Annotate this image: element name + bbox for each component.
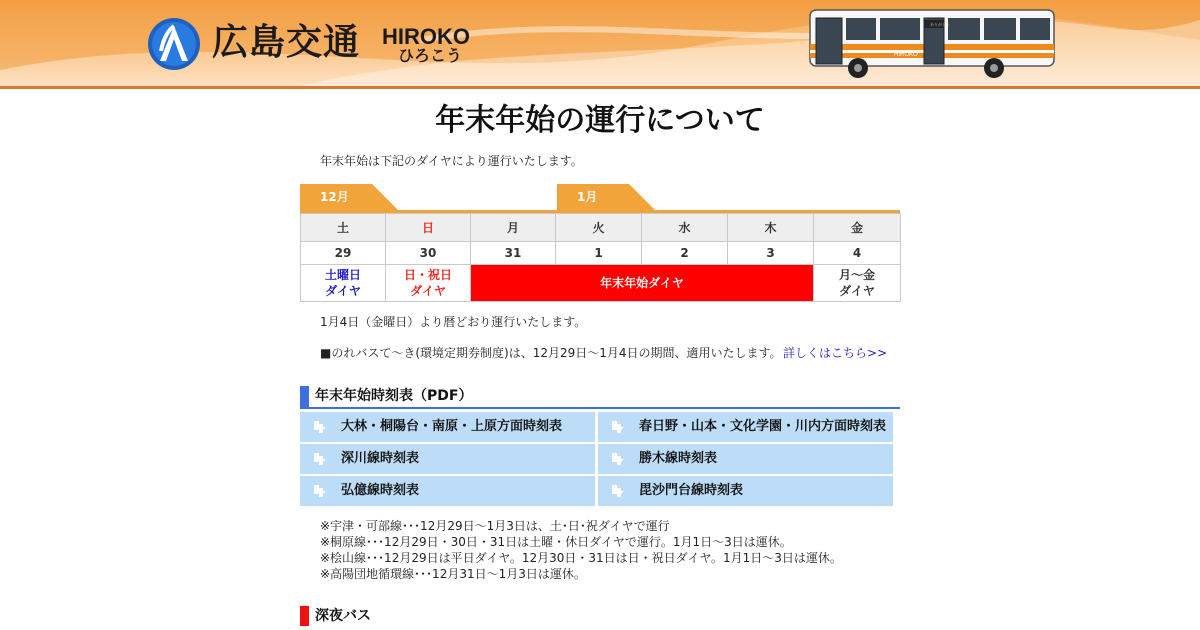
year-end-diagram-cell: 年末年始ダイヤ xyxy=(471,265,814,302)
timetable-button[interactable] xyxy=(300,476,595,506)
hiroko-logo-icon[interactable] xyxy=(147,17,201,71)
weekday-cell: 日 xyxy=(386,214,471,242)
night-bus-heading xyxy=(300,606,900,627)
date-cell: 29 xyxy=(301,242,386,265)
month-tab-label: 1月 xyxy=(577,190,598,204)
arrow-right-icon xyxy=(314,421,326,433)
brand-name-english: HIROKO xyxy=(382,24,470,49)
diagram-label: ダイヤ xyxy=(839,284,875,298)
remark-line: ※桐原線･･･12月29日・30日・31日は土曜・休日ダイヤで運行。1月1日～3日は運休。 xyxy=(320,535,792,549)
svg-text:HIROKO: HIROKO xyxy=(894,52,918,58)
weekday-cell: 水 xyxy=(642,214,728,242)
page-title: 年末年始の運行について xyxy=(435,103,765,138)
sunday-diagram-cell xyxy=(386,265,471,302)
diagram-label: ダイヤ xyxy=(410,284,446,298)
weekday-diagram-cell xyxy=(814,265,901,302)
weekday-row xyxy=(301,214,901,242)
diagram-label: ダイヤ xyxy=(325,284,361,298)
remark-line: ※高陽団地循環線･･･12月31日～1月3日は運休。 xyxy=(320,567,586,581)
month-tab-label: 12月 xyxy=(320,190,349,204)
timetable-button[interactable] xyxy=(300,444,595,474)
date-cell: 1 xyxy=(556,242,642,265)
arrow-right-icon xyxy=(612,485,624,497)
date-cell: 30 xyxy=(386,242,471,265)
saturday-diagram-cell xyxy=(301,265,386,302)
diagram-label: 月～金 xyxy=(838,268,875,282)
arrow-right-icon xyxy=(314,485,326,497)
date-row xyxy=(301,242,901,265)
timetable-button[interactable] xyxy=(598,476,893,506)
timetable-button-label: 春日野・山本・文化学園・川内方面時刻表 xyxy=(639,419,887,434)
holiday-calendar-table xyxy=(300,213,901,302)
timetable-button[interactable] xyxy=(300,412,595,442)
weekday-cell: 木 xyxy=(728,214,814,242)
remark-line: ※宇津・可部線･･･12月29日～1月3日は、土･日･祝ダイヤで運行 xyxy=(320,519,670,533)
timetable-button-label: 弘億線時刻表 xyxy=(341,483,420,498)
date-cell: 4 xyxy=(814,242,901,265)
diagram-row xyxy=(301,265,901,302)
arrow-right-icon xyxy=(314,453,326,465)
remark-line: ※桧山線･･･12月29日は平日ダイヤ。12月30日・31日は日・祝日ダイヤ。1月1日～3日は運休。 xyxy=(320,551,842,565)
diagram-label: 土曜日 xyxy=(324,268,361,282)
date-cell: 3 xyxy=(728,242,814,265)
timetable-button-label: 勝木線時刻表 xyxy=(639,451,718,466)
arrow-right-icon xyxy=(612,453,624,465)
weekday-cell: 土 xyxy=(301,214,386,242)
heading-bar xyxy=(300,606,309,626)
bus-illustration xyxy=(806,6,1058,80)
heading-label: 年末年始時刻表（PDF） xyxy=(315,388,473,404)
regular-service-note: 1月4日（金曜日）より暦どおり運行いたします。 xyxy=(320,315,587,329)
diagram-label: 日・祝日 xyxy=(403,268,452,282)
timetable-button-label: 深川線時刻表 xyxy=(341,451,420,466)
intro-text: 年末年始は下記のダイヤにより運行いたします。 xyxy=(320,154,583,168)
timetable-button[interactable] xyxy=(598,444,893,474)
timetable-button[interactable] xyxy=(598,412,893,442)
site-header xyxy=(0,0,1200,89)
timetable-button-label: 大林・桐陽台・南原・上原方面時刻表 xyxy=(341,419,563,434)
timetable-button-label: 毘沙門台線時刻表 xyxy=(639,483,744,498)
month-tab-december xyxy=(300,184,400,210)
heading-bar xyxy=(300,386,309,407)
brand-name: 広島交通 xyxy=(212,22,361,63)
brand-name-kana: ひろこう xyxy=(398,46,463,65)
heading-label: 深夜バス xyxy=(315,608,371,624)
weekday-cell: 月 xyxy=(471,214,556,242)
month-tab-january xyxy=(557,184,657,210)
details-link[interactable]: 詳しくはこちら>> xyxy=(783,346,888,360)
weekday-cell: 金 xyxy=(814,214,901,242)
arrow-right-icon xyxy=(612,421,624,433)
date-cell: 31 xyxy=(471,242,556,265)
pdf-timetable-heading xyxy=(300,386,900,409)
date-cell: 2 xyxy=(642,242,728,265)
svg-text:ありがとう: ありがとう xyxy=(930,22,950,27)
norebus-pass-note: ■のれバスて～き(環境定期券制度)は、12月29日～1月4日の期間、適用いたします。 xyxy=(320,346,782,360)
weekday-cell: 火 xyxy=(556,214,642,242)
